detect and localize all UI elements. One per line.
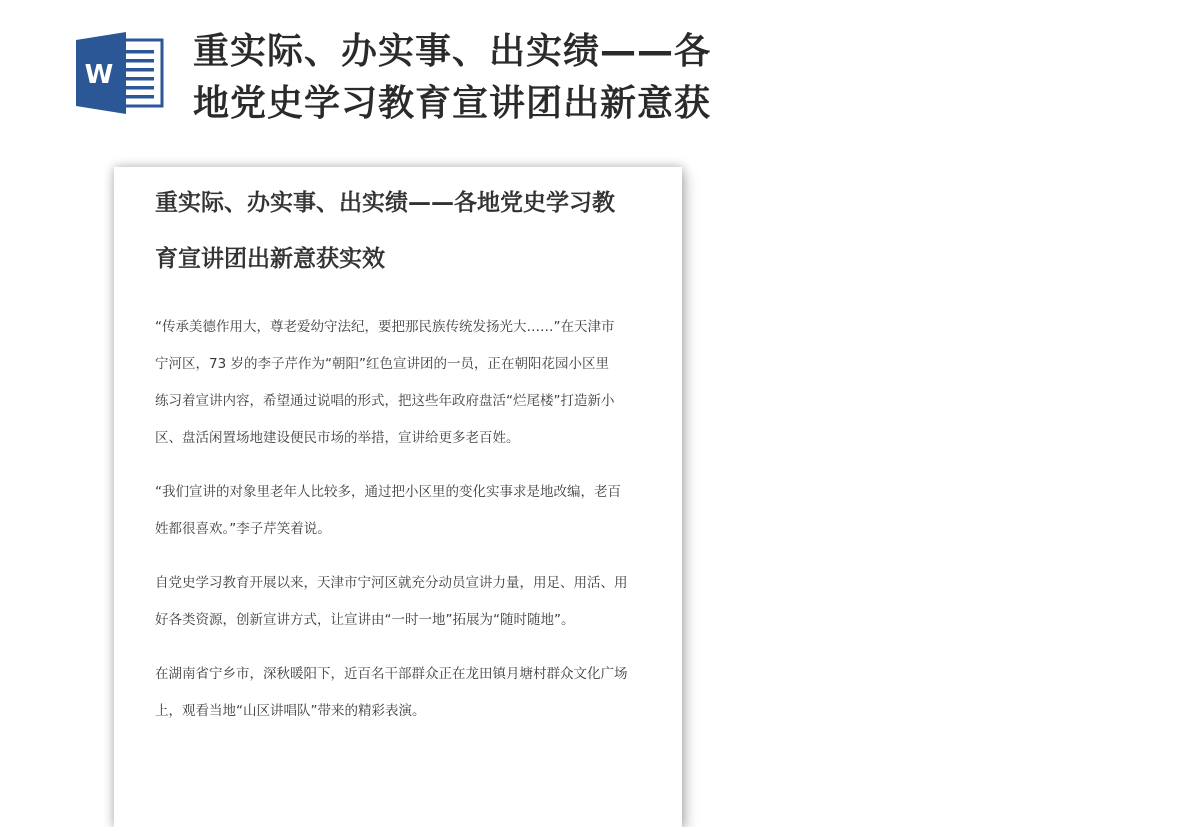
document-page [114,167,682,827]
banner-title [193,26,733,130]
paragraph-line: 姓都很喜欢。”李子芹笑着说。 [155,521,331,537]
document-title-line: 育宣讲团出新意获实效 [155,246,385,272]
paragraph-line: 区、盘活闲置场地建设便民市场的举措，宣讲给更多老百姓。 [155,430,520,446]
paragraph [155,565,655,639]
paragraph [155,656,655,730]
word-document-icon [76,32,164,114]
paragraph-line: 练习着宣讲内容，希望通过说唱的形式，把这些年政府盘活“烂尾楼”打造新小 [155,393,615,409]
paragraph-line: 宁河区，73 岁的李子芹作为“朝阳”红色宣讲团的一员，正在朝阳花园小区里 [155,356,609,372]
document-body [155,309,655,747]
banner-title-line: 地党史学习教育宣讲团出新意获 [193,83,712,124]
banner-title-line: 重实际、办实事、出实绩——各 [193,31,712,72]
document-title-line: 重实际、办实事、出实绩——各地党史学习教 [155,190,615,216]
paragraph [155,309,655,457]
paragraph [155,474,655,548]
paragraph-line: 好各类资源，创新宣讲方式，让宣讲由“一时一地”拓展为“随时随地”。 [155,612,575,628]
paragraph-line: 自党史学习教育开展以来，天津市宁河区就充分动员宣讲力量，用足、用活、用 [155,575,628,591]
paragraph-line: 在湖南省宁乡市，深秋暖阳下，近百名干部群众正在龙田镇月塘村群众文化广场 [155,666,628,682]
word-icon-letter: W [84,60,114,90]
paragraph-line: “我们宣讲的对象里老年人比较多，通过把小区里的变化实事求是地改编，老百 [155,484,621,500]
paragraph-line: “传承美德作用大，尊老爱幼守法纪，要把那民族传统发扬光大……”在天津市 [155,319,615,335]
document-title [155,175,655,287]
paragraph-line: 上，观看当地“山区讲唱队”带来的精彩表演。 [155,703,426,719]
